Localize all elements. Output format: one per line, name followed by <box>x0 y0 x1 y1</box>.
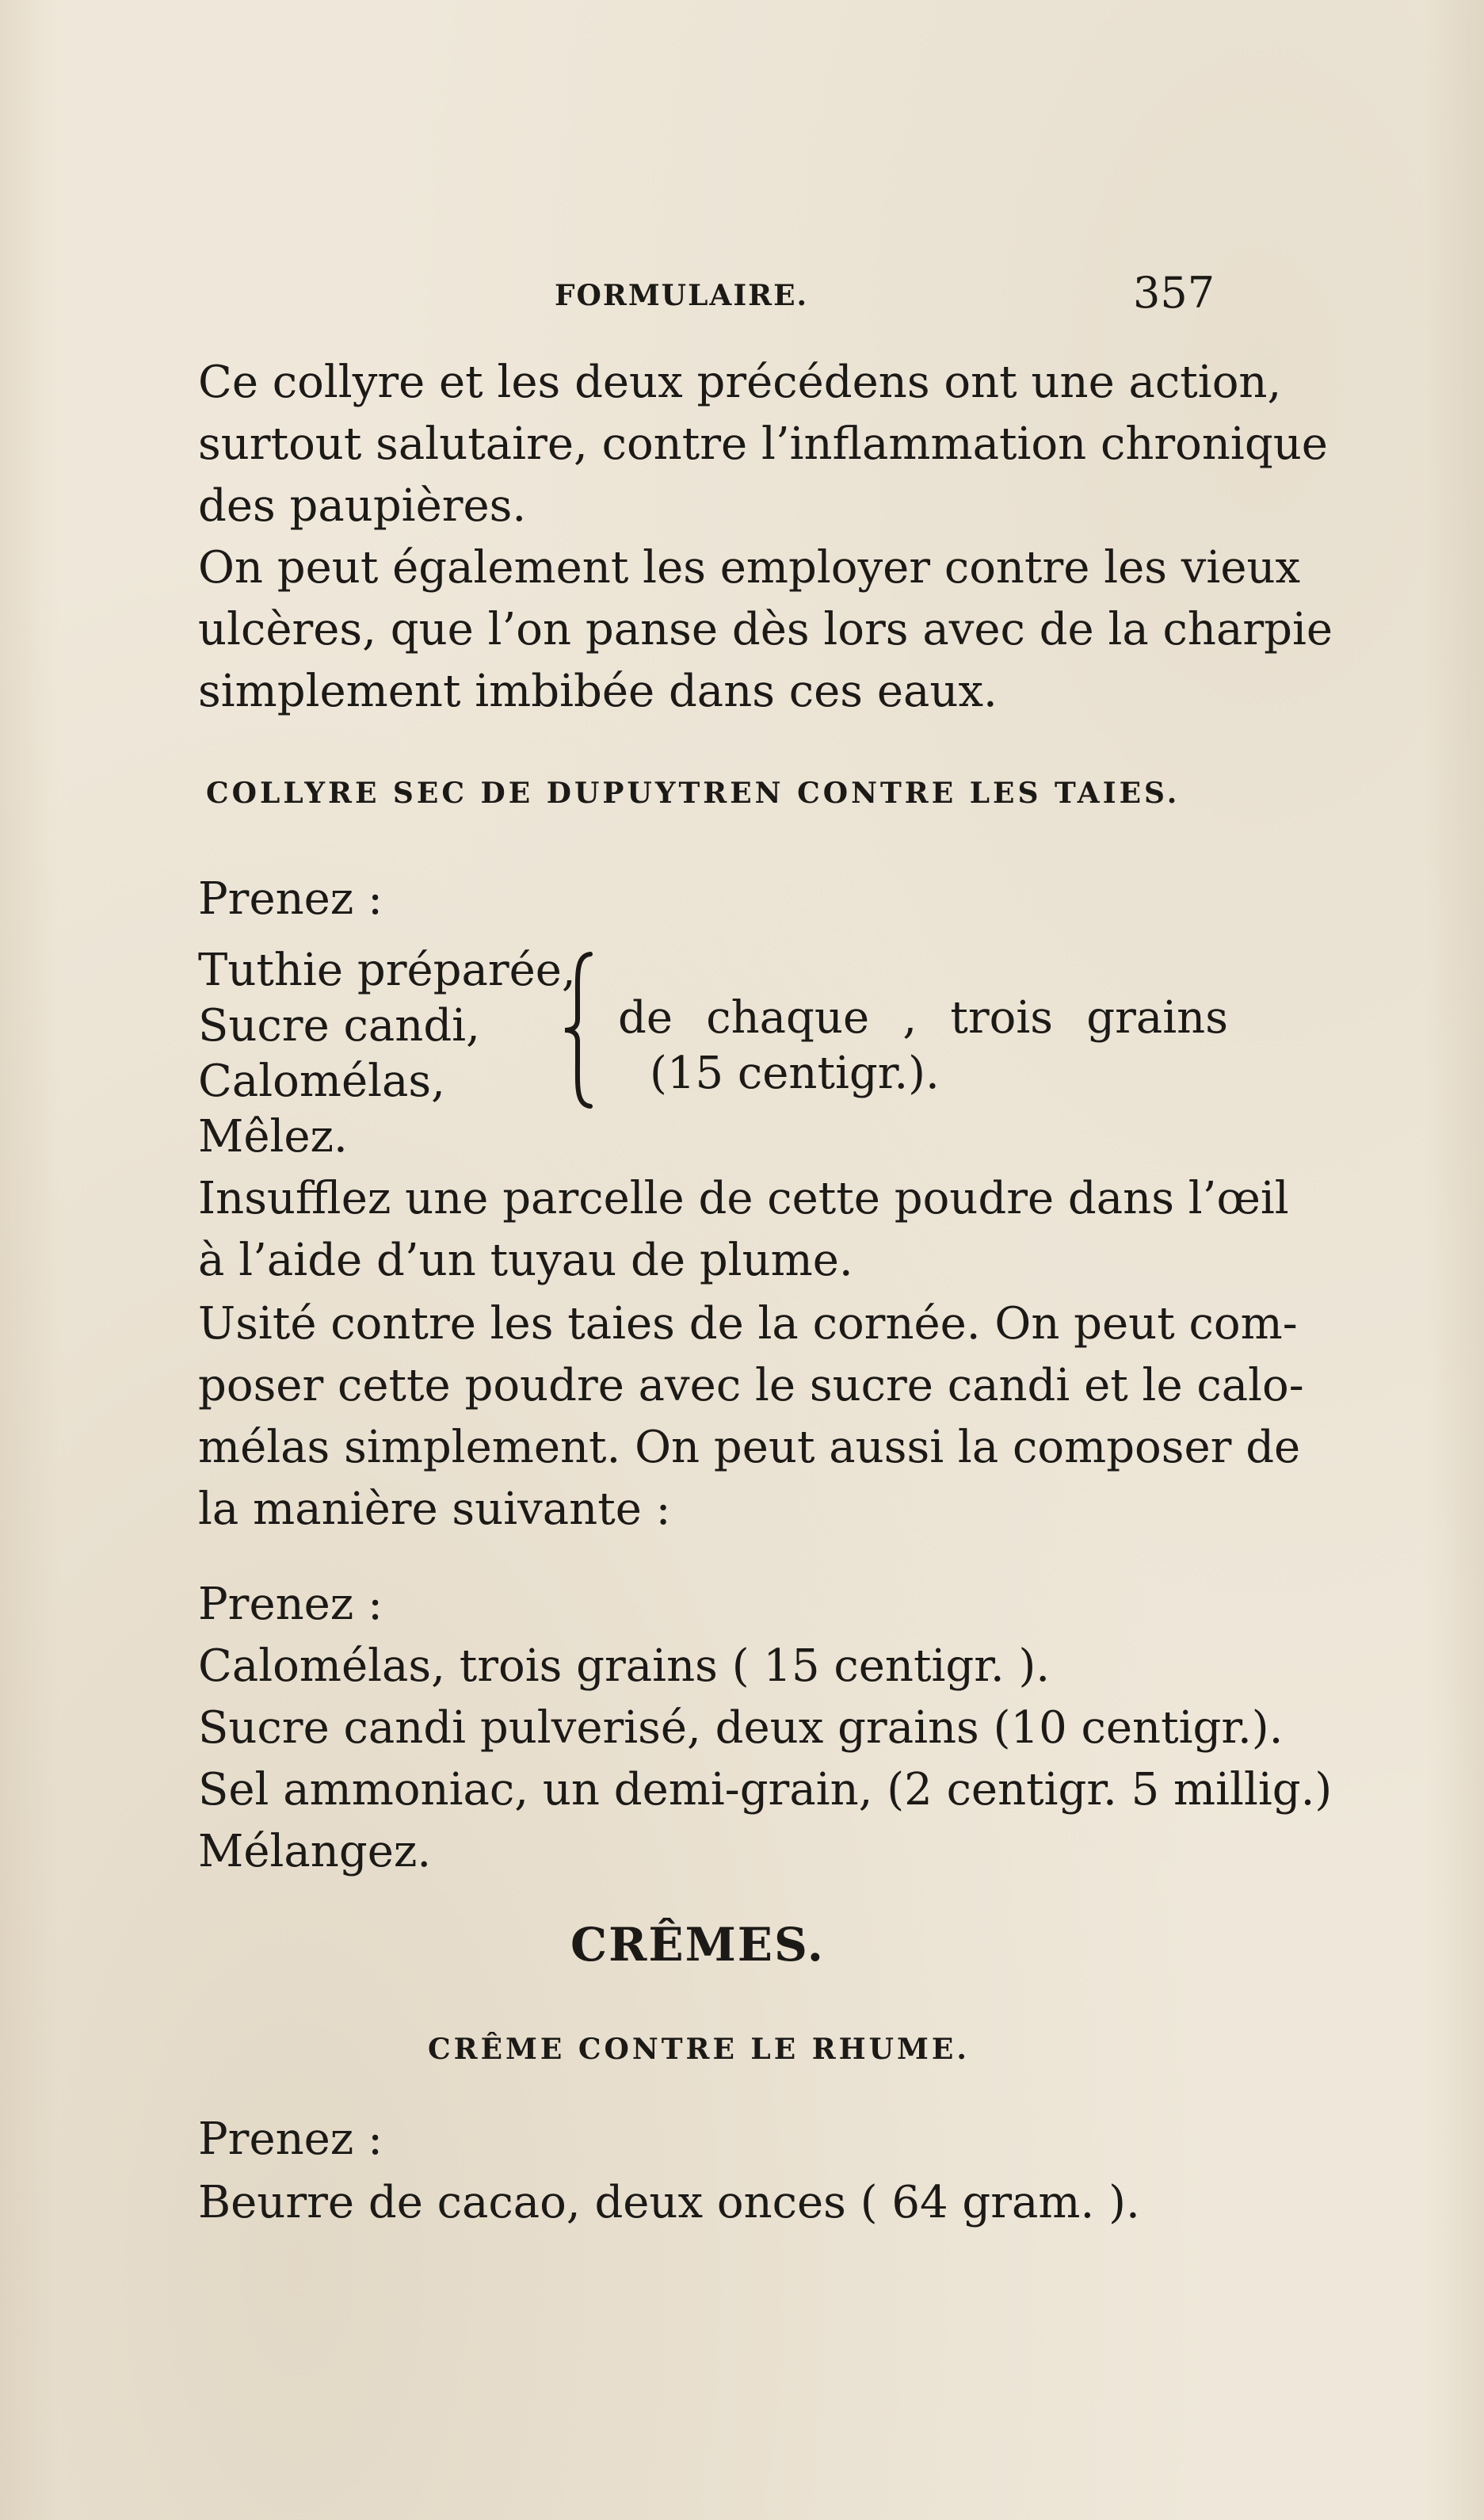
prenez-label: Prenez : <box>198 873 383 925</box>
curly-brace-icon <box>559 951 598 1109</box>
ingredient-item: Sucre candi, <box>198 1000 480 1052</box>
paragraph-line: mélas simplement. On peut aussi la composer de <box>198 1422 1301 1473</box>
paragraph-line: On peut également les employer contre les vieux <box>198 542 1301 594</box>
recipe-line: Sel ammoniac, un demi-grain, (2 centigr. 5 millig.) <box>198 1764 1333 1816</box>
paragraph-line: à l’aide d’un tuyau de plume. <box>198 1235 853 1286</box>
recipe-line: Sucre candi pulverisé, deux grains (10 centigr.). <box>198 1702 1284 1754</box>
dose-line: de chaque , trois grains <box>618 992 1228 1044</box>
ingredient-item: Calomélas, <box>198 1056 445 1107</box>
prenez-label: Prenez : <box>198 2113 383 2165</box>
section-title: CRÊMES. <box>570 1918 825 1972</box>
paragraph-line: ulcères, que l’on panse dès lors avec de la charpie <box>198 604 1333 655</box>
recipe-heading: CRÊME CONTRE LE RHUME. <box>428 2033 970 2066</box>
recipe-line: Calomélas, trois grains ( 15 centigr. ). <box>198 1640 1051 1692</box>
paragraph-line: des paupières. <box>198 480 527 532</box>
dose-text <box>618 991 1228 1102</box>
ingredient-list <box>198 943 576 1109</box>
paragraph-line: Ce collyre et les deux précédens ont une action, <box>198 357 1282 408</box>
ingredient-brace-block <box>198 943 1228 1117</box>
running-header: FORMULAIRE. <box>555 279 809 312</box>
paragraph-line: simplement imbibée dans ces eaux. <box>198 666 998 717</box>
paragraph-line: poser cette poudre avec le sucre candi et le calo- <box>198 1360 1304 1411</box>
recipe-heading: COLLYRE SEC DE DUPUYTREN CONTRE LES TAIES. <box>206 777 1181 810</box>
melez-label: Mêlez. <box>198 1111 348 1163</box>
paragraph-line: Usité contre les taies de la cornée. On peut com- <box>198 1298 1298 1350</box>
melangez-label: Mélangez. <box>198 1826 432 1877</box>
paragraph-line: Insufflez une parcelle de cette poudre dans l’œil <box>198 1173 1289 1224</box>
page-number: 357 <box>1133 268 1215 318</box>
prenez-label: Prenez : <box>198 1579 383 1630</box>
recipe-line: Beurre de cacao, deux onces ( 64 gram. ). <box>198 2177 1140 2228</box>
ingredient-item: Tuthie préparée, <box>198 945 576 996</box>
paragraph-line: la manière suivante : <box>198 1483 671 1535</box>
dose-line: (15 centigr.). <box>650 1048 940 1099</box>
paragraph-line: surtout salutaire, contre l’inflammation chronique <box>198 418 1328 470</box>
